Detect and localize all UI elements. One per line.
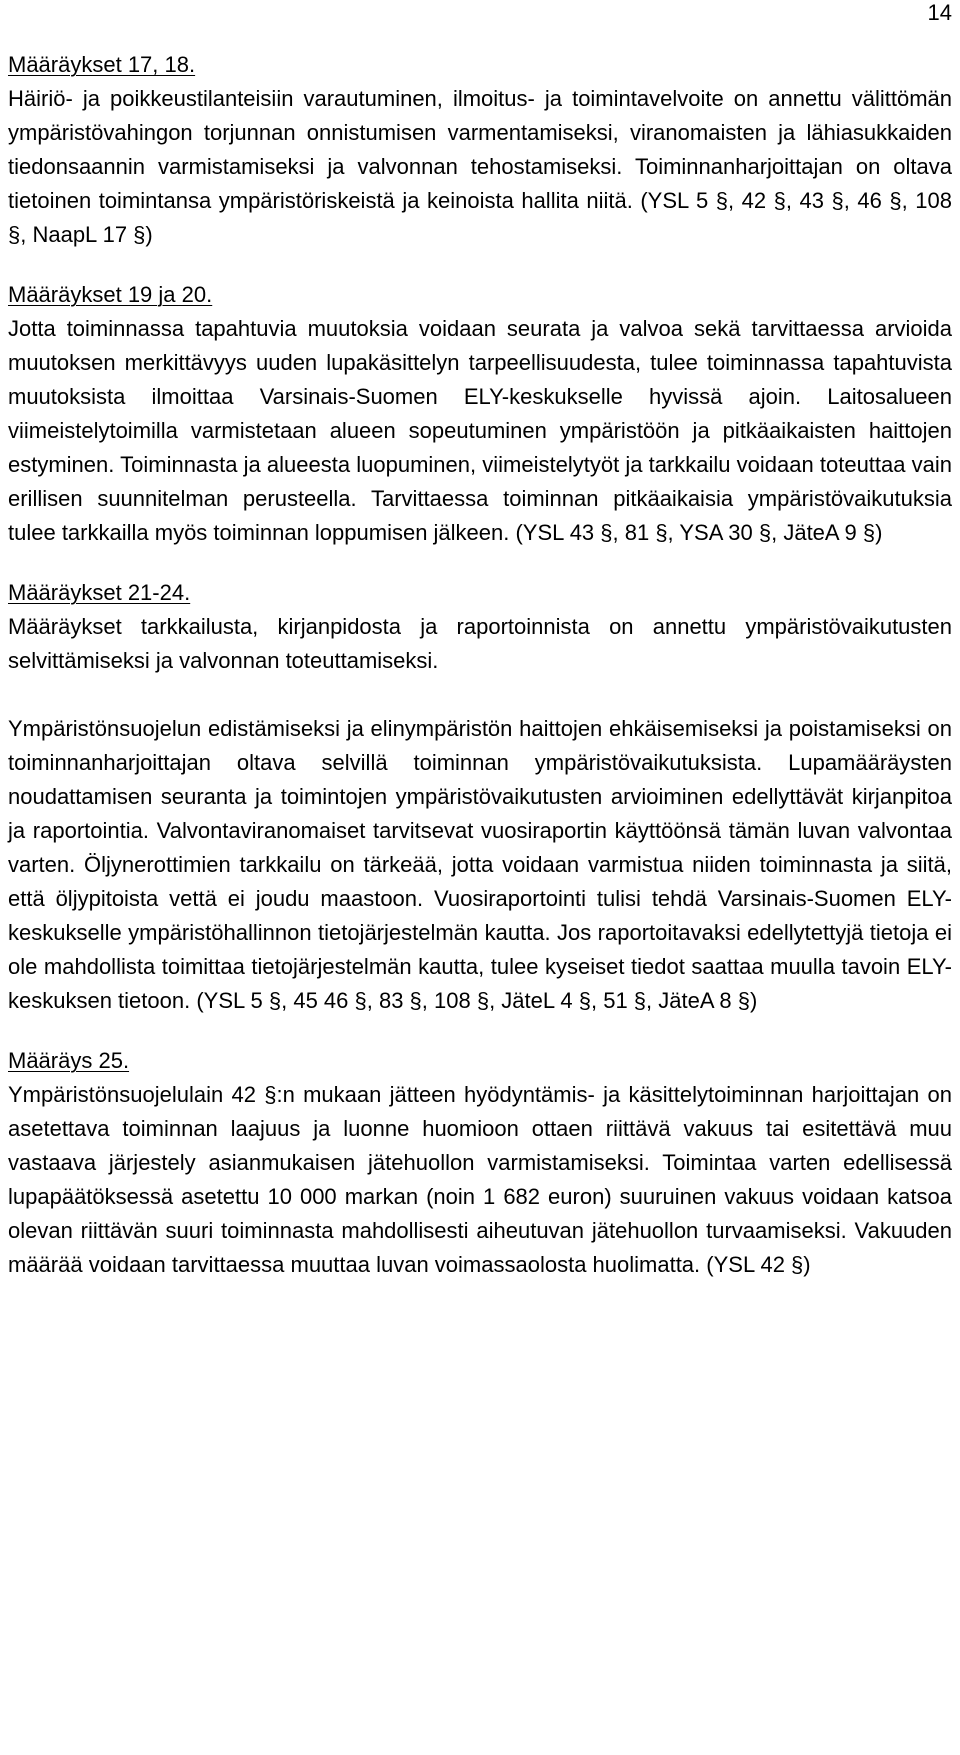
section-maaraykset-17-18 (8, 48, 952, 252)
section-paragraph: Ympäristönsuojelulain 42 §:n mukaan jätteen hyödyntämis- ja käsittelytoiminnan harjoittajan on asetettava toiminnan laajuus ja luonne huomioon ottaen riittävä vakuus tai esitettävä muu vastaava järjestely asianmukaisen jätehuollon varmistamiseksi. Toimintaa varten edellisessä lupapäätöksessä asetettu 10 000 markan (noin 1 682 euron) suuruinen vakuus voidaan katsoa olevan riittävän suuri toiminnasta mahdollisesti aiheutuvan jätehuollon turvaamiseksi. Vakuuden määrää voidaan tarvittaessa muuttaa luvan voimassaolosta huolimatta. (YSL 42 §) (8, 1082, 952, 1277)
document-body (8, 48, 952, 1282)
page-number: 14 (927, 0, 952, 25)
section-paragraph: Ympäristönsuojelun edistämiseksi ja elinympäristön haittojen ehkäisemiseksi ja poistamiseksi on toiminnanharjoittajan oltava selvillä toiminnan ympäristövaikutuksista. Lupamääräysten noudattamisen seuranta ja toimintojen ympäristövaikutusten arvioiminen edellyttävät kirjanpitoa ja raportointia. Valvontaviranomaiset tarvitsevat vuosiraportin käyttöönsä tämän luvan valvontaa varten. Öljynerottimien tarkkailu on tärkeää, jotta voidaan varmistua niiden toiminnasta ja siitä, että öljypitoista vettä ei joudu maastoon. Vuosiraportointi tulisi tehdä Varsinais-Suomen ELY-keskukselle ympäristöhallinnon tietojärjestelmän kautta. Jos raportoitavaksi edellytettyjä tietoja ei ole mahdollista toimittaa tietojärjestelmän kautta, tulee kyseiset tiedot saattaa muulla tavoin ELY-keskuksen tietoon. (YSL 5 §, 45 46 §, 83 §, 108 §, JäteL 4 §, 51 §, JäteA 8 §) (8, 716, 952, 1013)
section-maarays-25 (8, 1044, 952, 1282)
section-maaraykset-21-24 (8, 576, 952, 1018)
section-paragraph: Häiriö- ja poikkeustilanteisiin varautuminen, ilmoitus- ja toimintavelvoite on annettu välittömän ympäristövahingon torjunnan onnistumisen varmentamiseksi, viranomaisten ja lähiasukkaiden tiedonsaannin varmistamiseksi ja valvonnan tehostamiseksi. Toiminnanharjoittajan on oltava tietoinen toimintansa ympäristöriskeistä ja keinoista hallita niitä. (YSL 5 §, 42 §, 43 §, 46 §, 108 §, NaapL 17 §) (8, 86, 952, 247)
section-heading: Määräys 25. (8, 1048, 130, 1073)
section-heading: Määräykset 19 ja 20. (8, 282, 213, 307)
section-heading: Määräykset 21-24. (8, 580, 191, 605)
section-maaraykset-19-20 (8, 278, 952, 550)
section-heading: Määräykset 17, 18. (8, 52, 196, 77)
section-paragraph: Määräykset tarkkailusta, kirjanpidosta ja raportoinnista on annettu ympäristövaikutusten selvittämiseksi ja valvonnan toteuttamiseksi. (8, 614, 952, 673)
section-paragraph: Jotta toiminnassa tapahtuvia muutoksia voidaan seurata ja valvoa sekä tarvittaessa arvioida muutoksen merkittävyys uuden lupakäsittelyn tarpeellisuudesta, tulee toiminnassa tapahtuvista muutoksista ilmoittaa Varsinais-Suomen ELY-keskukselle hyvissä ajoin. Laitosalueen viimeistelytoimilla varmistetaan alueen sopeutuminen ympäristöön ja pitkäaikaisten haittojen estyminen. Toiminnasta ja alueesta luopuminen, viimeistelytyöt ja tarkkailu voidaan toteuttaa vain erillisen suunnitelman perusteella. Tarvittaessa toiminnan pitkäaikaisia ympäristövaikutuksia tulee tarkkailla myös toiminnan loppumisen jälkeen. (YSL 43 §, 81 §, YSA 30 §, JäteA 9 §) (8, 316, 952, 545)
